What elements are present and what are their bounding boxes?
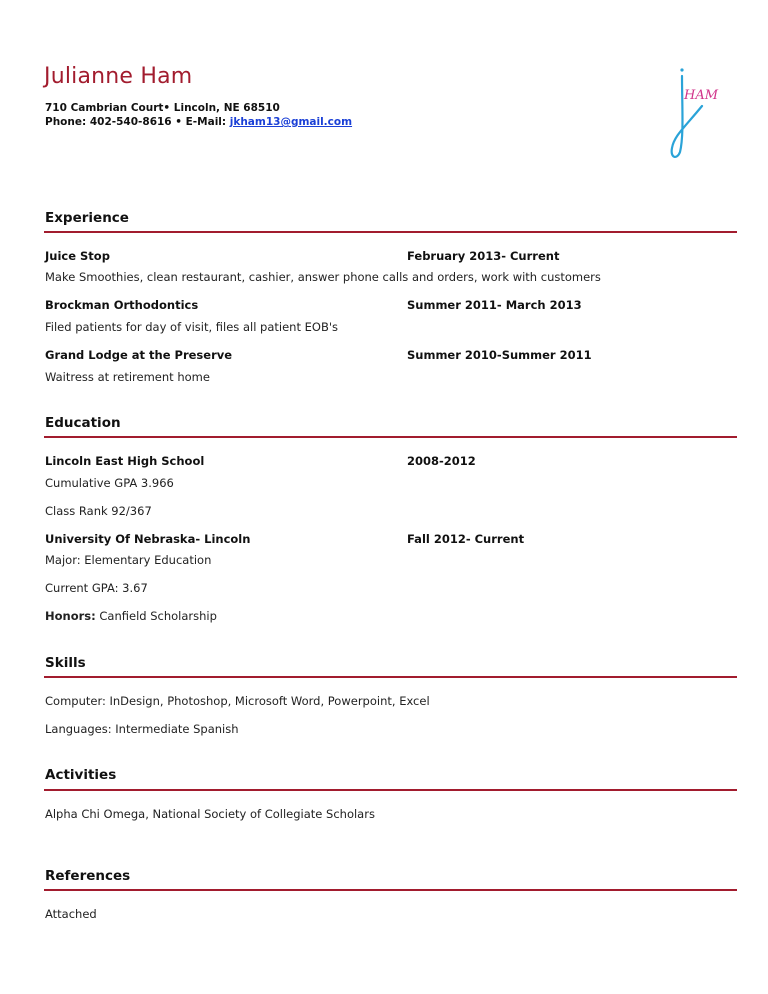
job-org: Juice Stop: [45, 249, 110, 263]
activities-text: Alpha Chi Omega, National Society of Collegiate Scholars: [45, 807, 375, 821]
honors-line: [45, 609, 217, 623]
references-divider: [44, 889, 737, 891]
email-link[interactable]: jkham13@gmail.com: [229, 116, 353, 128]
job-description: Filed patients for day of visit, files all patient EOB's: [45, 320, 338, 334]
job-description: Make Smoothies, clean restaurant, cashier, answer phone calls and orders, work with customers: [45, 270, 601, 284]
skills-divider: [44, 676, 737, 678]
job-org: Grand Lodge at the Preserve: [45, 348, 233, 362]
jham-logo: [662, 66, 734, 162]
school-name: Lincoln East High School: [45, 454, 205, 468]
school-detail: Major: Elementary Education: [45, 553, 212, 567]
experience-divider: [44, 231, 737, 233]
job-org: Brockman Orthodontics: [45, 298, 199, 312]
job-dates: Summer 2011- March 2013: [407, 298, 582, 312]
activities-divider: [44, 789, 737, 791]
references-text: Attached: [45, 907, 97, 921]
school-detail: Current GPA: 3.67: [45, 581, 148, 595]
honors-value: Canfield Scholarship: [95, 609, 217, 623]
school-detail: Class Rank 92/367: [45, 504, 152, 518]
school-detail: Cumulative GPA 3.966: [45, 476, 174, 490]
skill-line: Computer: InDesign, Photoshop, Microsoft Word, Powerpoint, Excel: [45, 694, 430, 708]
references-heading: References: [45, 868, 131, 884]
logo-text: HAM: [684, 88, 719, 103]
honors-label: Honors:: [45, 609, 96, 623]
school-dates: Fall 2012- Current: [407, 532, 525, 546]
phone-text: Phone: 402-540-8616 • E-Mail:: [45, 116, 230, 128]
address-line: 710 Cambrian Court• Lincoln, NE 68510: [45, 102, 280, 114]
skill-line: Languages: Intermediate Spanish: [45, 722, 239, 736]
contact-line: [45, 116, 352, 128]
school-name: University Of Nebraska- Lincoln: [45, 532, 251, 546]
skills-heading: Skills: [45, 655, 86, 671]
job-dates: Summer 2010-Summer 2011: [407, 348, 592, 362]
job-dates: February 2013- Current: [407, 249, 560, 263]
job-description: Waitress at retirement home: [45, 370, 210, 384]
resume-name: Julianne Ham: [44, 64, 193, 89]
school-dates: 2008-2012: [407, 454, 476, 468]
education-divider: [44, 436, 737, 438]
experience-heading: Experience: [45, 210, 129, 226]
activities-heading: Activities: [45, 767, 117, 783]
education-heading: Education: [45, 415, 121, 431]
